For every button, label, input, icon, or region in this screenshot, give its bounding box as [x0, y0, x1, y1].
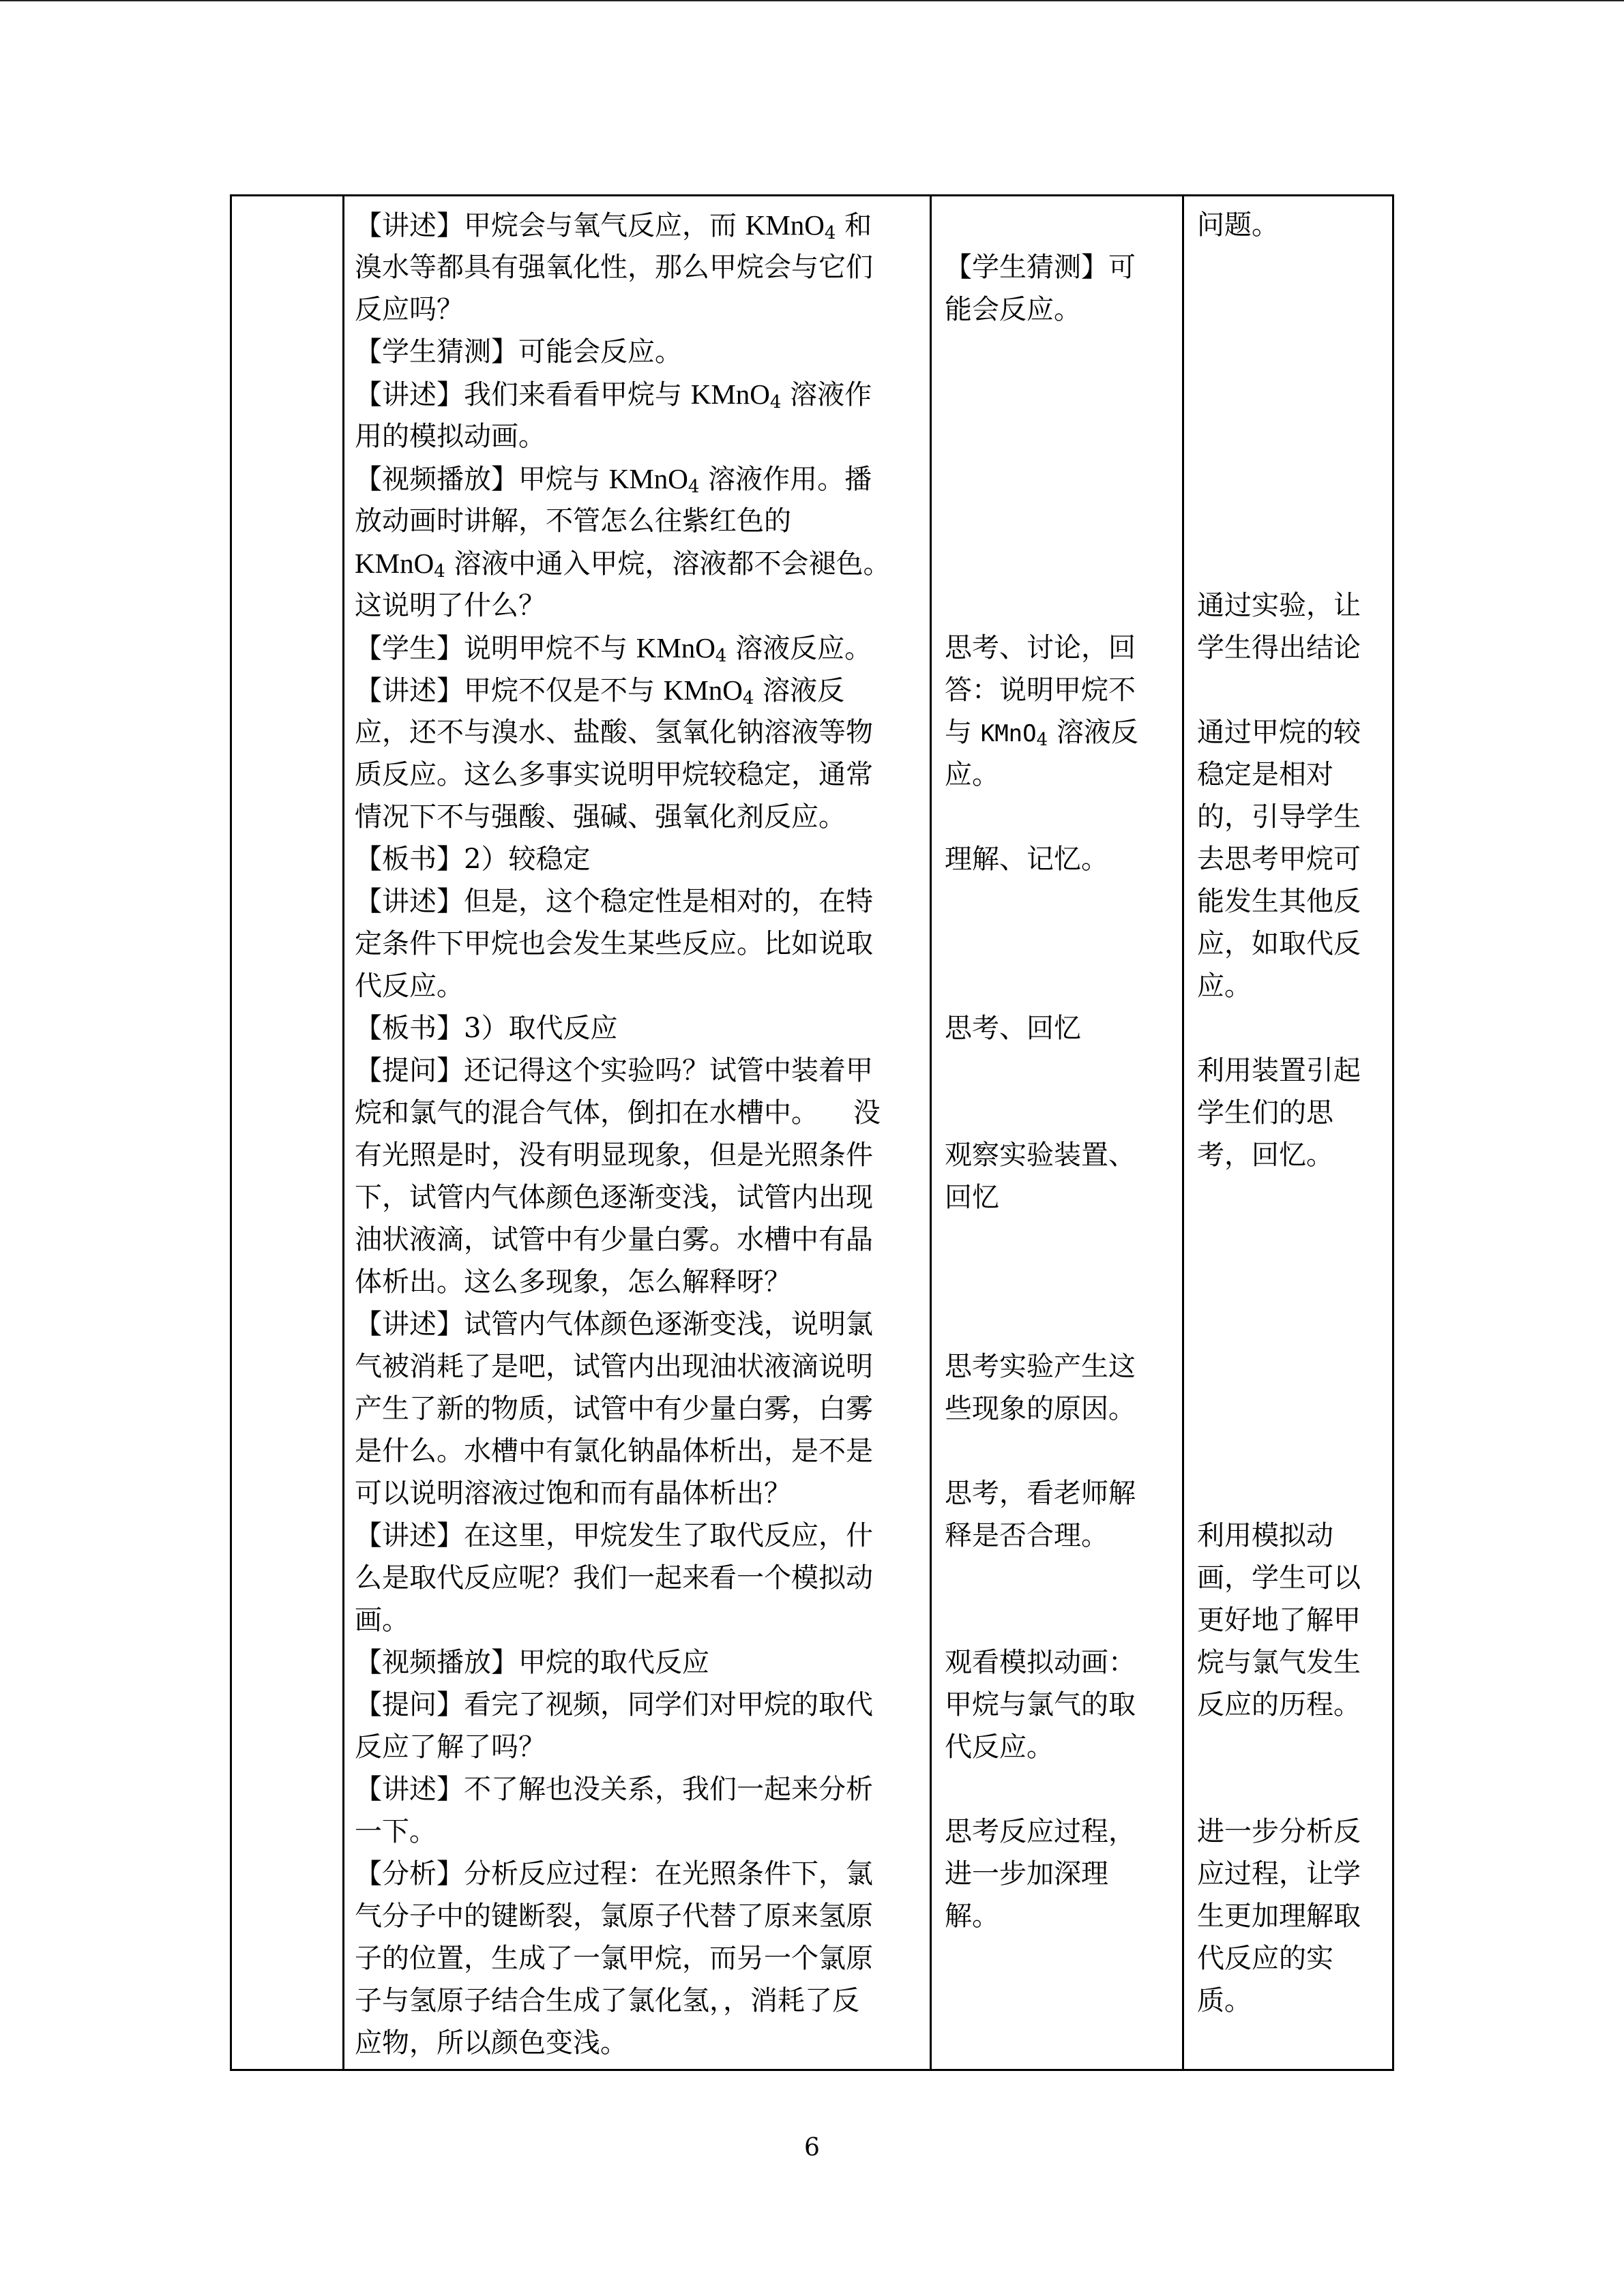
content-line: 【视频播放】甲烷与 KMnO$_4$ 溶液作用。播	[355, 463, 872, 497]
student-line: 答：说明甲烷不	[945, 674, 1136, 706]
intent-line: 利用模拟动	[1197, 1520, 1333, 1551]
intent-line: 通过实验，让	[1197, 590, 1361, 621]
content-line: 气被消耗了是吧，试管内出现油状液滴说明	[355, 1351, 873, 1382]
intent-line: 进一步分析反	[1197, 1816, 1361, 1847]
table-border-right	[1392, 194, 1394, 2071]
intent-line: 学生们的思	[1197, 1097, 1333, 1129]
table-divider-2	[930, 194, 932, 2071]
student-line: 代反应。	[945, 1731, 1054, 1763]
content-line: 【学生猜测】可能会反应。	[355, 336, 682, 368]
content-line: 溴水等都具有强氧化性，那么甲烷会与它们	[355, 252, 873, 283]
content-line: 有光照是时，没有明显现象，但是光照条件	[355, 1139, 873, 1171]
intent-line: 问题。	[1197, 209, 1279, 241]
intent-line: 应，如取代反	[1197, 928, 1361, 959]
subscript: 4	[742, 688, 754, 709]
content-line: 产生了新的物质，试管中有少量白雾，白雾	[355, 1393, 873, 1425]
table-divider-1	[342, 194, 344, 2071]
intent-line: 考，回忆。	[1197, 1139, 1333, 1171]
content-line: 【分析】分析反应过程：在光照条件下，氯	[355, 1858, 873, 1890]
intent-line: 烷与氯气发生	[1197, 1647, 1361, 1678]
chem-formula: KMnO	[690, 378, 770, 410]
student-line: 理解、记忆。	[945, 844, 1108, 875]
intent-line: 应过程，让学	[1197, 1858, 1361, 1890]
content-line: 代反应。	[355, 970, 464, 1002]
content-line: 【讲述】我们来看看甲烷与 KMnO$_4$ 溶液作	[355, 378, 872, 413]
content-line: KMnO$_4$ 溶液中通入甲烷，溶液都不会褪色。	[355, 548, 891, 582]
intent-line: 应。	[1197, 970, 1252, 1002]
intent-line: 反应的历程。	[1197, 1689, 1361, 1720]
content-line: 【视频播放】甲烷的取代反应	[355, 1647, 709, 1678]
chem-formula: KMnO	[355, 548, 434, 579]
intent-line: 学生得出结论	[1197, 632, 1361, 664]
content-line: 定条件下甲烷也会发生某些反应。比如说取	[355, 928, 873, 959]
intent-line: 生更加理解取	[1197, 1900, 1361, 1932]
intent-line: 更好地了解甲	[1197, 1605, 1361, 1636]
content-line: 【讲述】甲烷不仅是不与 KMnO$_4$ 溶液反	[355, 674, 845, 709]
content-line: 油状液滴，试管中有少量白雾。水槽中有晶	[355, 1224, 873, 1255]
content-line: 气分子中的键断裂，氯原子代替了原来氢原	[355, 1900, 873, 1932]
content-line: 放动画时讲解，不管怎么往紫红色的	[355, 505, 791, 537]
student-line: 解。	[945, 1900, 999, 1932]
chem-formula: KMnO	[980, 720, 1037, 747]
content-line: 这说明了什么？	[355, 590, 546, 621]
design-intent-column	[1197, 194, 1388, 2016]
intent-line: 能发生其他反	[1197, 886, 1361, 917]
subscript: 4	[688, 477, 700, 497]
content-line: 【提问】看完了视频，同学们对甲烷的取代	[355, 1689, 873, 1720]
content-line: 【学生】说明甲烷不与 KMnO$_4$ 溶液反应。	[355, 632, 872, 666]
content-line: 【提问】还记得这个实验吗？试管中装着甲	[355, 1055, 873, 1086]
content-line: 烷和氯气的混合气体，倒扣在水槽中。 没	[355, 1097, 881, 1129]
content-line: 【讲述】但是，这个稳定性是相对的，在特	[355, 886, 873, 917]
content-line: 可以说明溶液过饱和而有晶体析出？	[355, 1478, 791, 1509]
content-line: 体析出。这么多现象，怎么解释呀？	[355, 1266, 791, 1298]
intent-line: 的，引导学生	[1197, 801, 1361, 833]
content-line: 么是取代反应呢？我们一起来看一个模拟动	[355, 1562, 873, 1594]
intent-line: 稳定是相对	[1197, 759, 1333, 790]
content-line: 画。	[355, 1605, 409, 1636]
content-line: 子的位置，生成了一氯甲烷，而另一个氯原	[355, 1943, 873, 1974]
subscript: 4	[824, 223, 836, 243]
table-border-left	[230, 194, 232, 2071]
content-line: 质反应。这么多事实说明甲烷较稳定，通常	[355, 759, 873, 790]
student-line: 思考、讨论，回	[945, 632, 1136, 664]
student-line: 观看模拟动画：	[945, 1647, 1136, 1678]
intent-line: 代反应的实	[1197, 1943, 1333, 1974]
intent-line: 画，学生可以	[1197, 1562, 1361, 1594]
page-top-border	[0, 0, 1624, 1]
student-line: 应。	[945, 759, 999, 790]
content-line: 情况下不与强酸、强碱、强氧化剂反应。	[355, 801, 846, 833]
student-line: 能会反应。	[945, 294, 1081, 325]
content-line: 反应了解了吗？	[355, 1731, 546, 1763]
student-line: 释是否合理。	[945, 1520, 1108, 1551]
student-line: 思考、回忆	[945, 1013, 1081, 1044]
student-line: 甲烷与氯气的取	[945, 1689, 1136, 1720]
chem-formula: KMnO	[608, 463, 688, 494]
content-line: 应，还不与溴水、盐酸、氢氧化钠溶液等物	[355, 717, 873, 748]
subscript: 4	[715, 646, 727, 666]
table-bottom-border	[230, 2069, 1394, 2071]
content-line: 反应吗？	[355, 294, 464, 325]
chem-formula: KMnO	[663, 674, 743, 706]
student-line: 思考反应过程，	[945, 1816, 1136, 1847]
student-line: 思考实验产生这	[945, 1351, 1136, 1382]
intent-line: 通过甲烷的较	[1197, 717, 1361, 748]
subscript: 4	[434, 561, 445, 582]
content-line: 【讲述】不了解也没关系，我们一起来分析	[355, 1774, 873, 1805]
content-line: 用的模拟动画。	[355, 421, 546, 452]
table-divider-3	[1182, 194, 1184, 2071]
intent-line: 去思考甲烷可	[1197, 844, 1361, 875]
chem-formula: KMnO	[636, 632, 715, 664]
student-line: 回忆	[945, 1182, 999, 1213]
student-line: 与 KMnO$_4$ 溶液反	[945, 717, 1138, 750]
subscript: 4	[769, 392, 782, 413]
teacher-activity-column	[355, 194, 926, 2064]
student-line: 些现象的原因。	[945, 1393, 1136, 1425]
student-line: 思考，看老师解	[945, 1478, 1136, 1509]
content-line: 子与氢原子结合生成了氯化氢，，消耗了反	[355, 1985, 859, 2016]
content-line: 应物，所以颜色变浅。	[355, 2027, 628, 2059]
student-line: 进一步加深理	[945, 1858, 1108, 1890]
content-line: 下，试管内气体颜色逐渐变浅，试管内出现	[355, 1182, 873, 1213]
student-activity-column	[945, 194, 1177, 1932]
content-line: 是什么。水槽中有氯化钠晶体析出，是不是	[355, 1435, 873, 1467]
content-line: 【讲述】试管内气体颜色逐渐变浅，说明氯	[355, 1309, 873, 1340]
student-line: 【学生猜测】可	[945, 252, 1136, 283]
intent-line: 利用装置引起	[1197, 1055, 1361, 1086]
content-line: 【板书】3）取代反应	[355, 1013, 618, 1044]
content-line: 【讲述】在这里，甲烷发生了取代反应，什	[355, 1520, 873, 1551]
intent-line: 质。	[1197, 1985, 1252, 2016]
student-line: 观察实验装置、	[945, 1139, 1136, 1171]
subscript: 4	[1036, 730, 1048, 750]
content-line: 一下。	[355, 1816, 437, 1847]
chem-formula: KMnO	[745, 209, 825, 241]
content-line: 【讲述】甲烷会与氧气反应，而 KMnO$_4$ 和	[355, 209, 872, 243]
content-line: 【板书】2）较稳定	[355, 844, 591, 875]
page-number: 6	[804, 2134, 820, 2162]
